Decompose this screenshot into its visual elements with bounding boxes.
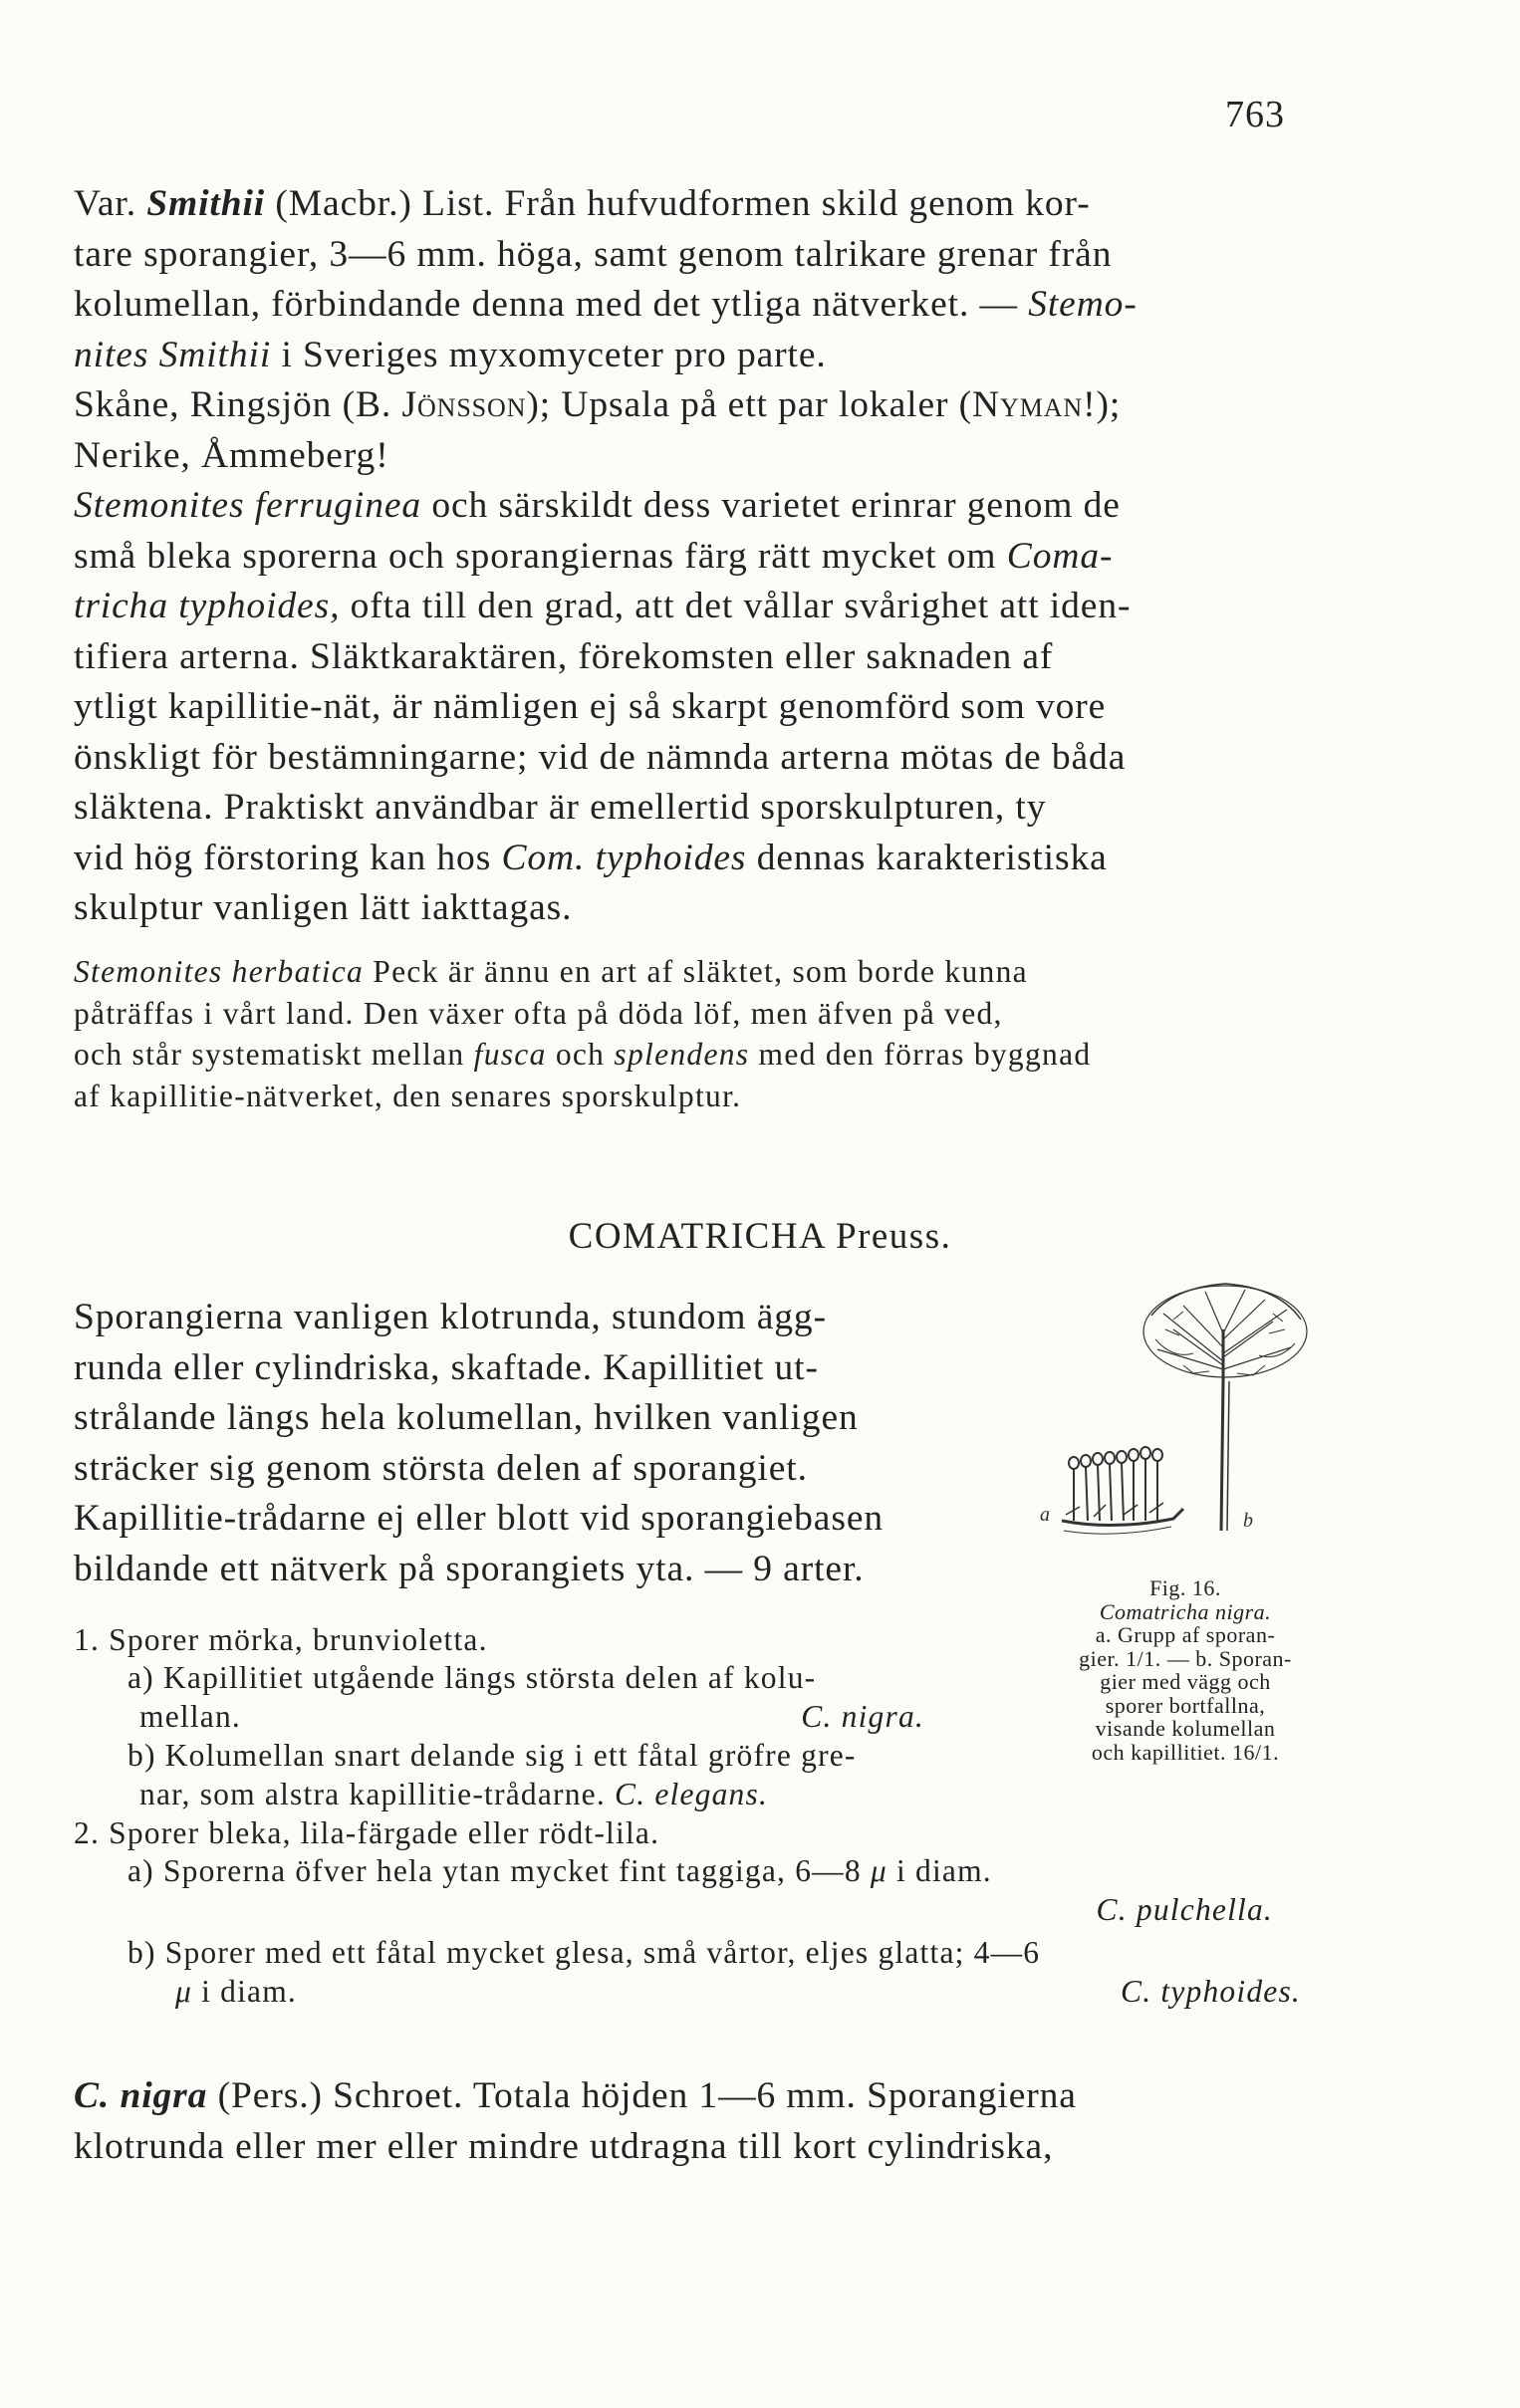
paragraph-stemonites-ferruginea: Stemonites ferruginea och särskildt dess varietet erinrar genom de små bleka sporerna och sporangiernas färg rätt mycket om Coma- tricha typhoides, ofta till den grad, att det vållar svårighet att iden- tifiera arterna. Släktkaraktären, förekomsten eller saknaden af ytligt kapillitie-nät, är nämligen ej så skarpt genomförd som vore önskligt för bestämningarne; vid de nämnda arterna mötas de båda släktena. Praktiskt användbar är emellertid sporskulpturen, ty vid hög förstoring kan hos Com. typhoides dennas karakteristiska skulptur vanligen lätt iakttagas.	[74, 485, 1132, 928]
sporangium-b	[1143, 1284, 1307, 1531]
key-item-1: 1. Sporer mörka, brunvioletta.	[74, 1622, 488, 1657]
paragraph-c-nigra: C. nigra (Pers.) Schroet. Totala höjden 1—6 mm. Sporangierna klotrunda eller mer eller mindre utdragna till kort cylindriska,	[74, 2075, 1077, 2167]
figure-label-b: b	[1243, 1510, 1253, 1532]
key-item-2: 2. Sporer bleka, lila-färgade eller rödt-lila.	[74, 1815, 660, 1850]
section-heading: COMATRICHA Preuss.	[568, 1216, 952, 1257]
comatricha-figure	[1034, 1270, 1333, 1568]
sporangia-group-a	[1062, 1447, 1183, 1534]
key-item-2a: a) Sporerna öfver hela ytan mycket fint taggiga, 6—8 μ i diam. C. pulchella.	[127, 1853, 1273, 1927]
figure-label-a: a	[1040, 1504, 1050, 1526]
key-item-2b: b) Sporer med ett fåtal mycket glesa, små vårtor, eljes glatta; 4—6 μ i diam. C. typhoides.	[127, 1935, 1301, 2009]
figure-caption: Fig. 16. Comatricha nigra. a. Grupp af sporan- gier. 1/1. — b. Sporan- gier med vägg och sporer bortfallna, visande kolumellan och kapillitiet. 16/1.	[1079, 1575, 1292, 1765]
page-number: 763	[1225, 94, 1285, 135]
paragraph-stemonites-herbatica: Stemonites herbatica Peck är ännu en art af släktet, som borde kunna påträffas i vårt land. Den växer ofta på döda löf, men äfven på ved, och står systematiskt mellan fusca och splendens med den förras byggnad af kapillitie-nätverket, den senares sporskulptur.	[74, 954, 1092, 1113]
intro-paragraph: Var. Smithii (Macbr.) List. Från hufvudformen skild genom kor- tare sporangier, 3—6 mm. höga, samt genom talrikare grenar från kolumellan, förbindande denna med det ytliga nätverket. — Stemo- nites Smithii i Sveriges myxomyceter pro parte. Skåne, Ringsjön (B. Jönsson); Upsala på ett par lokaler (Nyman!); Nerike, Åmmeberg!	[74, 183, 1138, 476]
key-item-1b: b) Kolumellan snart delande sig i ett fåtal gröfre gre- nar, som alstra kapillitie-trådarne. C. elegans.	[127, 1738, 857, 1811]
genus-description: Sporangierna vanligen klotrunda, stundom ägg- runda eller cylindriska, skaftade. Kapillitiet ut- strålande längs hela kolumellan, hvilken vanligen sträcker sig genom största delen af sporangiet. Kapillitie-trådarne ej eller blott vid sporangiebasen bildande ett nätverk på sporangiets yta. — 9 arter.	[74, 1297, 885, 1589]
key-item-1a: a) Kapillitiet utgående längs största delen af kolu- mellan. C. nigra.	[127, 1660, 924, 1734]
